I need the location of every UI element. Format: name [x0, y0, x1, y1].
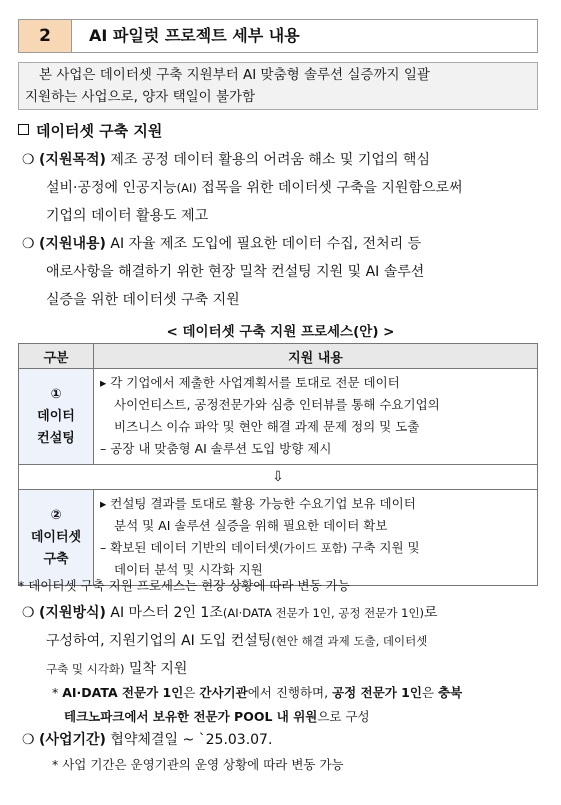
- note-part-4: 에서 진행하며,: [247, 685, 333, 700]
- row-2-bullet-2: 분석 및 AI 솔루션 실증을 위해 필요한 데이터 확보: [114, 518, 388, 533]
- method-paragraph: [22, 599, 546, 683]
- period-note: * 사업 기간은 운영기관의 운영 상황에 따라 변동 가능: [52, 757, 344, 772]
- checkbox-square-icon: [18, 124, 29, 135]
- row-1-bullet-3: 비즈니스 이슈 파악 및 현안 해결 과제 문제 정의 및 도출: [114, 419, 420, 434]
- row-2-content: [94, 490, 538, 586]
- note-part-8: 테크노파크에서 보유한 전문가 POOL 내 위원: [64, 709, 318, 724]
- process-note: * 데이터셋 구축 지원 프로세스는 현장 상황에 따라 변동 가능: [18, 578, 350, 593]
- row-1-label: [19, 369, 94, 465]
- row-1-number: ①: [50, 386, 62, 402]
- subsection-heading-text: 데이터셋 구축 지원: [36, 122, 163, 140]
- note-part-2: 은: [183, 685, 200, 700]
- content-line-2: 애로사항을 해결하기 위한 현장 밀착 컨설팅 지원 및 AI 솔루션: [46, 264, 425, 280]
- note-part-5: 공정 전문가 1인: [332, 685, 422, 700]
- down-arrow-icon: ⇩: [19, 465, 538, 490]
- row-1-name-2: 컨설팅: [37, 430, 75, 446]
- method-line-2b: (현안 해결 과제 도출, 데이터셋: [271, 634, 428, 648]
- period-paragraph: [22, 726, 540, 754]
- method-note: [52, 681, 544, 729]
- method-label: (지원방식): [39, 605, 106, 621]
- header-content: 지원 내용: [94, 344, 538, 369]
- content-line-1: AI 자율 제조 도입에 필요한 데이터 수집, 전처리 등: [110, 236, 422, 252]
- content-paragraph: [22, 230, 540, 314]
- row-2-bullet-1: ▸ 컨설팅 결과를 토대로 활용 가능한 수요기업 보유 데이터: [100, 496, 416, 511]
- row-1-content: [94, 369, 538, 465]
- purpose-paragraph: [22, 146, 540, 230]
- table-header-row: [19, 344, 538, 369]
- circle-bullet-icon: ❍: [22, 732, 35, 748]
- section-number: 2: [19, 20, 72, 52]
- process-table: [18, 343, 538, 586]
- section-header: [18, 19, 538, 53]
- method-line-3a: 구축 및 시각화): [46, 662, 125, 676]
- summary-line-1: 본 사업은 데이터셋 구축 지원부터 AI 맞춤형 솔루션 실증까지 일괄: [39, 67, 430, 83]
- row-2-label: [19, 490, 94, 586]
- row-2-name-1: 데이터셋: [30, 529, 82, 545]
- row-1-bullet-1: ▸ 각 기업에서 제출한 사업계획서를 토대로 전문 데이터: [100, 375, 400, 390]
- circle-bullet-icon: ❍: [22, 605, 35, 621]
- section-title: AI 파일럿 프로젝트 세부 내용: [89, 26, 300, 45]
- period-label: (사업기간): [39, 732, 106, 748]
- content-line-3: 실증을 위한 데이터셋 구축 지원: [46, 292, 240, 308]
- method-line-1a: AI 마스터 2인 1조: [110, 605, 223, 621]
- circle-bullet-icon: ❍: [22, 236, 35, 252]
- row-2-number: ②: [50, 507, 62, 523]
- subsection-heading: [18, 120, 162, 141]
- purpose-line-1: 제조 공정 데이터 활용의 어려움 해소 및 기업의 핵심: [110, 152, 430, 168]
- table-row: [19, 369, 538, 465]
- table-row: [19, 490, 538, 586]
- header-category: 구분: [19, 344, 94, 369]
- method-line-3b: 밀착 지원: [124, 661, 188, 677]
- purpose-line-2b: (AI): [176, 181, 197, 195]
- note-part-7: 충북: [438, 685, 463, 700]
- purpose-label: (지원목적): [39, 152, 106, 168]
- note-part-1: AI·DATA 전문가 1인: [62, 685, 184, 700]
- process-caption: < 데이터셋 구축 지원 프로세스(안) >: [166, 324, 395, 340]
- content-label: (지원내용): [39, 236, 106, 252]
- period-text: 협약체결일 ~ `25.03.07.: [110, 732, 273, 748]
- purpose-line-2a: 설비·공정에 인공지능: [46, 180, 177, 196]
- note-part-6: 은: [421, 685, 438, 700]
- purpose-line-3: 기업의 데이터 활용도 제고: [46, 208, 209, 224]
- row-2-bullet-4: 데이터 분석 및 시각화 지원: [114, 562, 263, 577]
- note-star: *: [52, 685, 59, 700]
- row-1-bullet-2: 사이언티스트, 공정전문가와 심층 인터뷰를 통해 수요기업의: [114, 397, 440, 412]
- summary-box: [18, 62, 538, 110]
- row-1-bullet-4: – 공장 내 맞춤형 AI 솔루션 도입 방향 제시: [100, 441, 332, 456]
- row-2-bullet-3a: – 확보된 데이터 기반의 데이터셋: [100, 540, 280, 555]
- row-1-name-1: 데이터: [37, 408, 75, 424]
- method-line-1c: 로: [424, 605, 438, 621]
- summary-line-2: 지원하는 사업으로, 양자 택일이 불가함: [25, 89, 256, 105]
- circle-bullet-icon: ❍: [22, 152, 35, 168]
- method-line-1b: (AI·DATA 전문가 1인, 공정 전문가 1인): [222, 606, 425, 620]
- row-2-bullet-3c: 구축 지원 및: [347, 540, 420, 555]
- method-line-2a: 구성하여, 지원기업의 AI 도입 컨설팅: [46, 633, 272, 649]
- purpose-line-2c: 접목을 위한 데이터셋 구축을 지원함으로써: [196, 180, 463, 196]
- note-part-3: 간사기관: [199, 685, 248, 700]
- table-arrow-row: [19, 465, 538, 490]
- row-2-name-2: 구축: [43, 551, 69, 567]
- note-part-9: 으로 구성: [317, 709, 370, 724]
- row-2-bullet-3b: (가이드 포함): [279, 541, 348, 555]
